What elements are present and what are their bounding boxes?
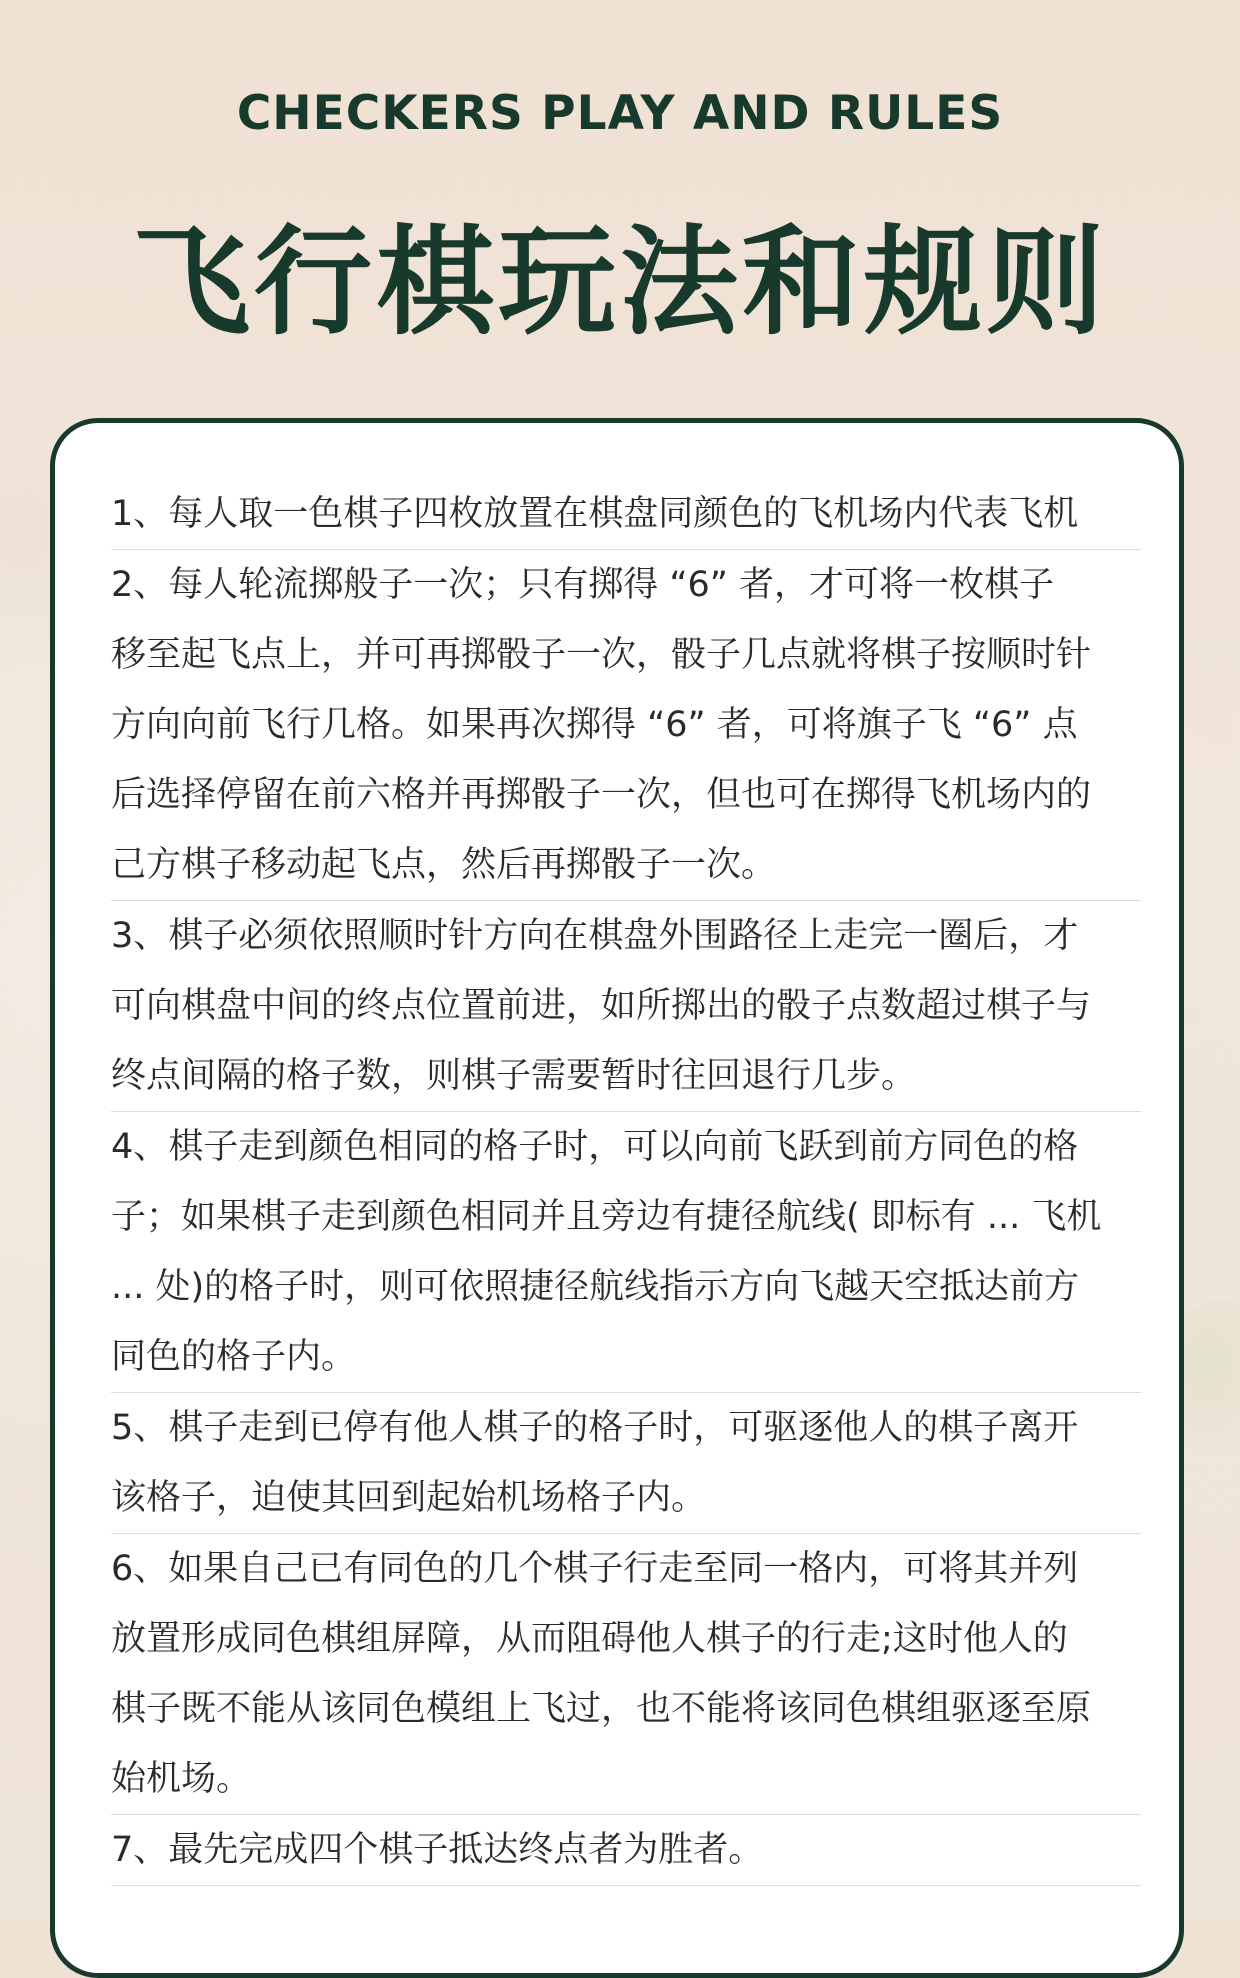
page-title: 飞行棋玩法和规则 <box>131 213 1108 351</box>
english-subtitle: CHECKERS PLAY AND RULES <box>236 86 1004 141</box>
rule-item-6 <box>111 1534 1141 1815</box>
rule-line: 子；如果棋子走到颜色相同并且旁边有捷径航线( 即标有 ... 飞机 <box>111 1197 1102 1237</box>
rule-item-4 <box>111 1112 1141 1393</box>
rule-line: 后选择停留在前六格并再掷骰子一次，但也可在掷得飞机场内的 <box>111 775 1092 815</box>
rules-list <box>111 479 1141 1886</box>
rule-line: 己方棋子移动起飞点，然后再掷骰子一次。 <box>111 845 777 885</box>
rule-line: 5、棋子走到已停有他人棋子的格子时，可驱逐他人的棋子离开 <box>111 1408 1079 1448</box>
rule-item-2 <box>111 550 1141 901</box>
rule-line: 该格子，迫使其回到起始机场格子内。 <box>111 1478 707 1518</box>
rules-card <box>50 418 1184 1978</box>
rule-line: 终点间隔的格子数，则棋子需要暂时往回退行几步。 <box>111 1056 917 1096</box>
rule-line: 棋子既不能从该同色模组上飞过，也不能将该同色棋组驱逐至原 <box>111 1689 1092 1729</box>
rule-line: 同色的格子内。 <box>111 1337 357 1377</box>
rule-line: 4、棋子走到颜色相同的格子时，可以向前飞跃到前方同色的格 <box>111 1127 1079 1167</box>
rule-line: 放置形成同色棋组屏障，从而阻碍他人棋子的行走;这时他人的 <box>111 1619 1068 1659</box>
rule-item-5 <box>111 1393 1141 1534</box>
rule-line: 6、如果自己已有同色的几个棋子行走至同一格内，可将其并列 <box>111 1549 1079 1589</box>
rule-line: 7、最先完成四个棋子抵达终点者为胜者。 <box>111 1830 764 1870</box>
rule-item-3 <box>111 901 1141 1112</box>
rule-item-7 <box>111 1815 1141 1886</box>
rule-line: 可向棋盘中间的终点位置前进，如所掷出的骰子点数超过棋子与 <box>111 986 1092 1026</box>
rule-line: 始机场。 <box>111 1759 252 1799</box>
rule-item-1 <box>111 479 1141 550</box>
rule-line: 2、每人轮流掷般子一次；只有掷得 “6” 者，才可将一枚棋子 <box>111 565 1055 605</box>
rule-line: 方向向前飞行几格。如果再次掷得 “6” 者，可将旗子飞 “6” 点 <box>111 705 1078 745</box>
rule-line: 3、棋子必须依照顺时针方向在棋盘外围路径上走完一圈后，才 <box>111 916 1079 956</box>
rule-line: 移至起飞点上，并可再掷骰子一次，骰子几点就将棋子按顺时针 <box>111 635 1092 675</box>
rule-line: ... 处)的格子时，则可依照捷径航线指示方向飞越天空抵达前方 <box>111 1267 1080 1307</box>
rule-line: 1、每人取一色棋子四枚放置在棋盘同颜色的飞机场内代表飞机 <box>111 494 1079 534</box>
